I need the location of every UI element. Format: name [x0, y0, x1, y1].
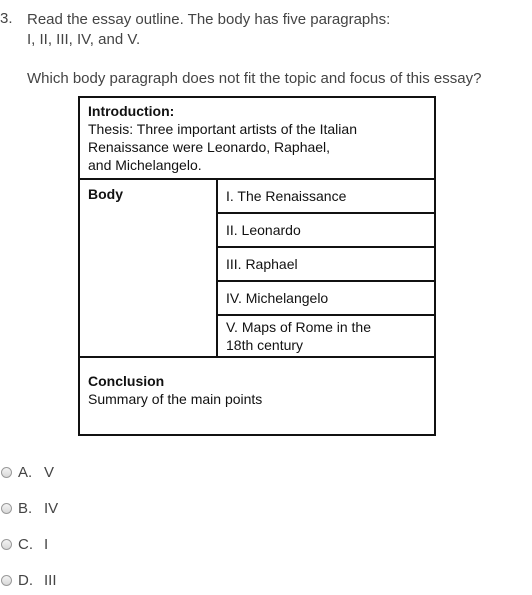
question-number: 3.	[0, 10, 13, 27]
option-c-text: I	[44, 535, 49, 553]
body-paragraph-v-line-1: V. Maps of Rome in the	[226, 319, 372, 335]
body-paragraph-v	[217, 315, 435, 357]
essay-outline-table	[78, 96, 436, 436]
option-d-letter: D.	[18, 571, 33, 589]
introduction-heading: Introduction:	[88, 103, 175, 119]
option-d-radio[interactable]	[1, 575, 12, 586]
question-line-1: Read the essay outline. The body has five paragraphs:	[27, 11, 391, 28]
option-d[interactable]	[0, 570, 57, 590]
body-paragraph-i: I. The Renaissance	[217, 179, 435, 213]
conclusion-text: Summary of the main points	[88, 391, 263, 407]
body-paragraph-iv: IV. Michelangelo	[217, 281, 435, 315]
option-b-text: IV	[44, 499, 59, 517]
option-a-radio[interactable]	[1, 467, 12, 478]
question-ask: Which body paragraph does not fit the topic and focus of this essay?	[27, 70, 482, 87]
option-c[interactable]	[0, 534, 48, 554]
body-paragraph-v-line-2: 18th century	[226, 337, 304, 353]
body-paragraph-iii: III. Raphael	[217, 247, 435, 281]
thesis-line-3: and Michelangelo.	[88, 157, 202, 173]
option-c-radio[interactable]	[1, 539, 12, 550]
question-line-2: I, II, III, IV, and V.	[27, 31, 141, 48]
thesis-line-1: Thesis: Three important artists of the Italian	[88, 121, 357, 137]
option-a[interactable]	[0, 462, 54, 482]
option-b-letter: B.	[18, 499, 33, 517]
introduction-row	[79, 97, 435, 179]
conclusion-cell	[79, 357, 435, 435]
conclusion-row	[79, 357, 435, 435]
body-row	[79, 179, 435, 213]
introduction-cell	[79, 97, 435, 179]
option-c-letter: C.	[18, 535, 33, 553]
body-label: Body	[79, 179, 217, 357]
option-b-radio[interactable]	[1, 503, 12, 514]
option-b[interactable]	[0, 498, 58, 518]
conclusion-heading: Conclusion	[88, 373, 165, 389]
thesis-line-2: Renaissance were Leonardo, Raphael,	[88, 139, 331, 155]
option-d-text: III	[44, 571, 57, 589]
body-paragraph-ii: II. Leonardo	[217, 213, 435, 247]
option-a-text: V	[44, 463, 55, 481]
question-prompt	[27, 10, 390, 50]
option-a-letter: A.	[18, 463, 33, 481]
